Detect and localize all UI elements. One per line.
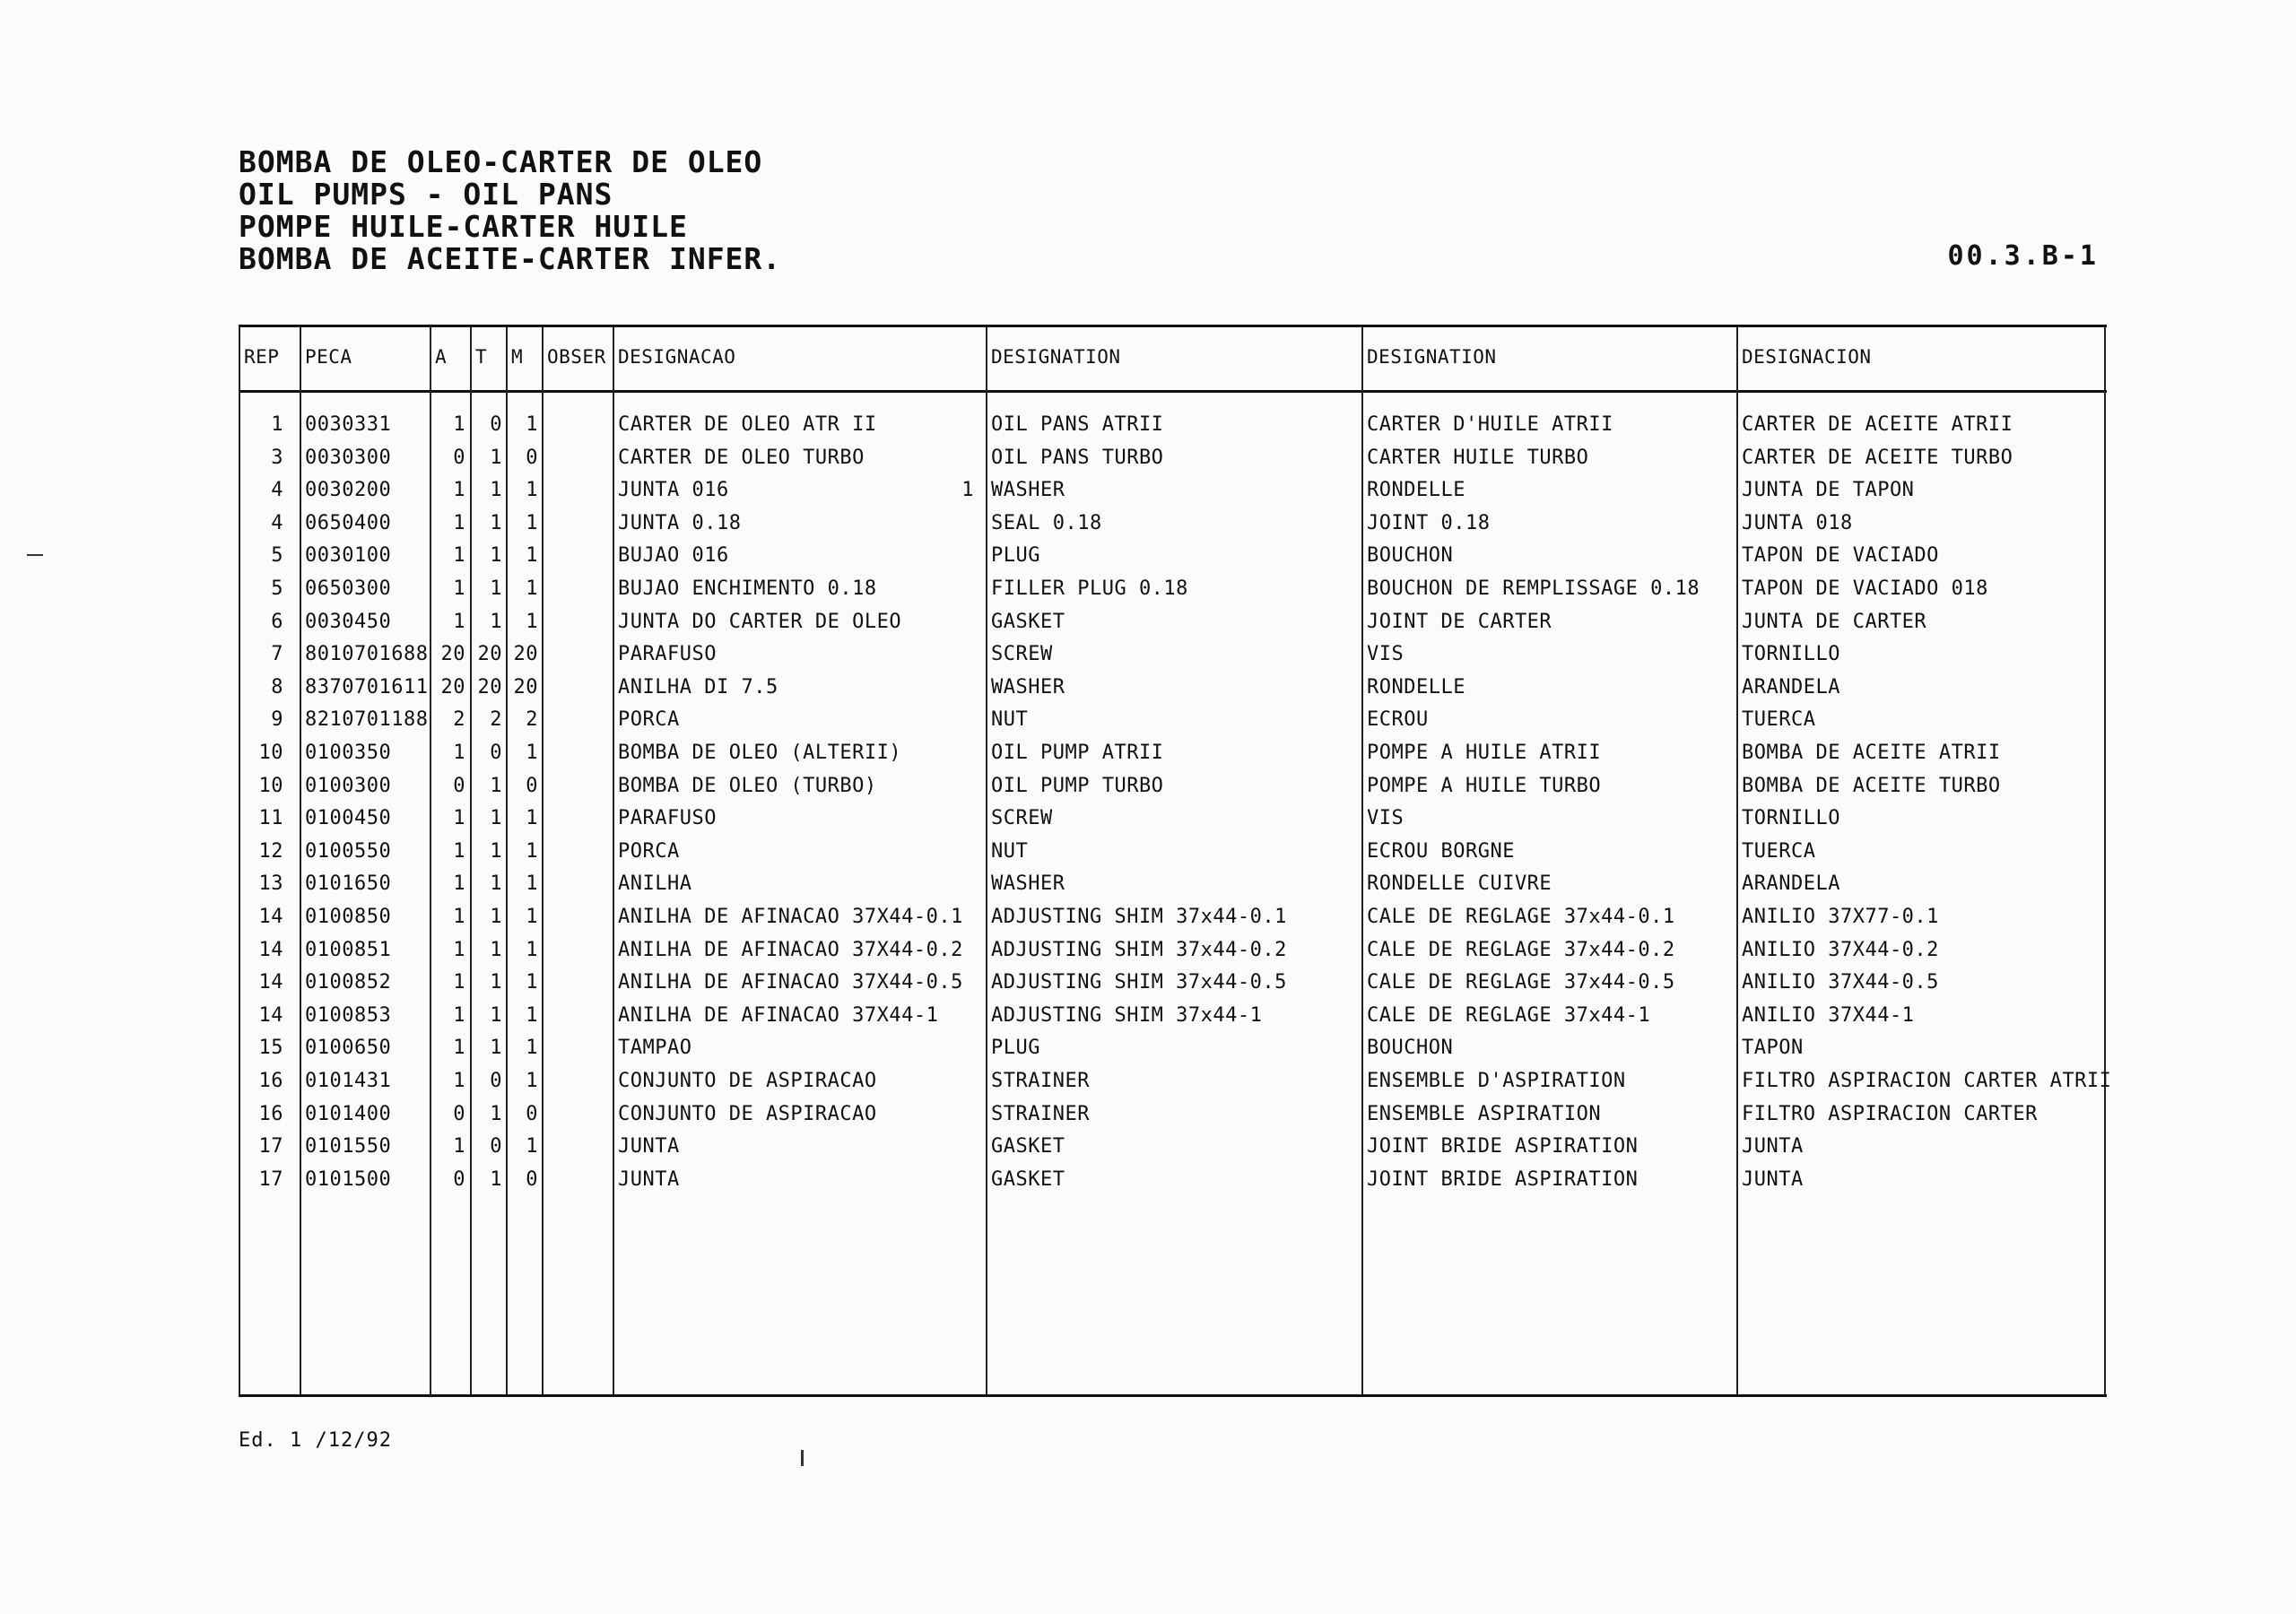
- title-line-pt: BOMBA DE OLEO-CARTER DE OLEO: [239, 144, 763, 179]
- qty-t-cell: 1: [490, 1102, 502, 1125]
- rep-cell: 13: [258, 872, 283, 896]
- designation-fr-cell: JOINT 0.18: [1367, 511, 1491, 534]
- designacion-es-cell: ARANDELA: [1742, 872, 1840, 896]
- qty-a-cell: 20: [440, 643, 465, 666]
- part-number-cell: 0100852: [305, 971, 392, 994]
- qty-a-cell: 1: [453, 1070, 465, 1092]
- column-header: DESIGNATION: [1367, 346, 1497, 368]
- column-header: DESIGNATION: [991, 346, 1121, 368]
- table-row: [239, 611, 2107, 644]
- rep-cell: 3: [271, 446, 283, 469]
- part-number-cell: 0650300: [305, 577, 392, 600]
- qty-a-cell: 1: [453, 872, 465, 896]
- designacao-cell: ANILHA DE AFINACAO 37X44-0.2: [618, 938, 963, 961]
- designacion-es-cell: TUERCA: [1742, 708, 1816, 732]
- part-number-cell: 0030450: [305, 610, 392, 633]
- designation-en-cell: ADJUSTING SHIM 37x44-1: [991, 1003, 1263, 1027]
- rep-cell: 12: [258, 839, 283, 863]
- designacao-cell: JUNTA: [618, 1135, 680, 1158]
- qty-t-cell: 1: [490, 839, 502, 863]
- designacion-es-cell: CARTER DE ACEITE ATRII: [1742, 413, 2013, 436]
- designacao-cell: CARTER DE OLEO TURBO: [618, 446, 865, 469]
- designation-en-cell: SCREW: [991, 807, 1053, 830]
- qty-a-cell: 1: [453, 742, 465, 764]
- designation-en-cell: WASHER: [991, 872, 1065, 896]
- table-row: [239, 1070, 2112, 1103]
- qty-t-cell: 1: [490, 872, 502, 896]
- designation-fr-cell: CALE DE REGLAGE 37x44-1: [1367, 1003, 1651, 1027]
- designation-fr-cell: CARTER D'HUILE ATRII: [1367, 413, 1613, 436]
- rep-cell: 6: [271, 610, 283, 633]
- designation-en-cell: WASHER: [991, 675, 1065, 699]
- designation-en-cell: SEAL 0.18: [991, 511, 1102, 534]
- designation-en-cell: ADJUSTING SHIM 37x44-0.1: [991, 906, 1287, 928]
- qty-m-cell: 0: [526, 446, 538, 469]
- designacao-cell: BOMBA DE OLEO (TURBO): [618, 774, 877, 797]
- qty-m-cell: 1: [526, 742, 538, 764]
- part-number-cell: 0101500: [305, 1167, 392, 1191]
- qty-a-cell: 1: [453, 906, 465, 928]
- designation-fr-cell: JOINT DE CARTER: [1367, 610, 1552, 633]
- column-header: T: [475, 346, 488, 368]
- designation-en-cell: PLUG: [991, 544, 1040, 568]
- qty-a-cell: 0: [453, 1102, 465, 1125]
- parts-table: [239, 325, 2112, 1397]
- designation-fr-cell: JOINT BRIDE ASPIRATION: [1367, 1167, 1639, 1191]
- designation-en-cell: OIL PUMP TURBO: [991, 774, 1164, 797]
- designation-fr-cell: ECROU BORGNE: [1367, 839, 1515, 863]
- part-number-cell: 0100350: [305, 742, 392, 764]
- designacion-es-cell: ANILIO 37X44-0.2: [1742, 938, 1939, 961]
- qty-m-cell: 1: [526, 479, 538, 502]
- column-header: DESIGNACION: [1742, 346, 1872, 368]
- qty-a-cell: 1: [453, 610, 465, 633]
- qty-m-cell: 1: [526, 807, 538, 830]
- designacao-cell: JUNTA DO CARTER DE OLEO: [618, 610, 902, 633]
- column-header: REP: [244, 346, 280, 368]
- table-row: [239, 479, 2107, 512]
- table-row: [239, 413, 2107, 447]
- qty-a-cell: 1: [453, 839, 465, 863]
- rep-cell: 16: [258, 1070, 283, 1092]
- header-rule: [239, 390, 2107, 393]
- rep-cell: 15: [258, 1037, 283, 1060]
- designacion-es-cell: ANILIO 37X44-0.5: [1742, 971, 1939, 994]
- part-number-cell: 0100450: [305, 807, 392, 830]
- part-number-cell: 0100850: [305, 906, 392, 928]
- qty-a-cell: 0: [453, 446, 465, 469]
- qty-t-cell: 0: [490, 742, 502, 764]
- edition-footer: Ed. 1 /12/92: [239, 1429, 392, 1452]
- designation-fr-cell: VIS: [1367, 643, 1405, 666]
- designation-fr-cell: BOUCHON: [1367, 1037, 1454, 1060]
- rep-cell: 10: [258, 742, 283, 764]
- title-line-fr: POMPE HUILE-CARTER HUILE: [239, 209, 688, 244]
- designacion-es-cell: TAPON DE VACIADO 018: [1742, 577, 1988, 600]
- rep-cell: 14: [258, 906, 283, 928]
- rep-cell: 10: [258, 774, 283, 797]
- qty-a-cell: 1: [453, 1003, 465, 1027]
- document-title: [239, 146, 781, 275]
- table-row: [239, 1168, 2107, 1202]
- part-number-cell: 0030200: [305, 479, 392, 502]
- part-number-cell: 8010701688: [305, 643, 429, 666]
- designation-fr-cell: POMPE A HUILE TURBO: [1367, 774, 1602, 797]
- table-row: [239, 1037, 2107, 1070]
- designacion-es-cell: JUNTA DE TAPON: [1742, 479, 1915, 502]
- designation-en-cell: OIL PANS ATRII: [991, 413, 1164, 436]
- qty-m-cell: 1: [526, 839, 538, 863]
- table-row: [239, 840, 2107, 873]
- designation-fr-cell: RONDELLE: [1367, 675, 1465, 699]
- qty-m-cell: 1: [526, 1135, 538, 1158]
- designation-fr-cell: CALE DE REGLAGE 37x44-0.5: [1367, 971, 1675, 994]
- qty-t-cell: 20: [477, 675, 502, 699]
- qty-t-cell: 1: [490, 544, 502, 568]
- qty-m-cell: 1: [526, 511, 538, 534]
- qty-a-cell: 1: [453, 938, 465, 961]
- qty-t-cell: 1: [490, 479, 502, 502]
- designacao-cell: BUJAO ENCHIMENTO 0.18: [618, 577, 877, 600]
- designation-en-cell: STRAINER: [991, 1102, 1090, 1125]
- table-row: [239, 1103, 2107, 1136]
- designation-fr-cell: ECROU: [1367, 708, 1429, 732]
- qty-t-cell: 1: [490, 1037, 502, 1060]
- qty-m-cell: 1: [526, 577, 538, 600]
- qty-a-cell: 1: [453, 971, 465, 994]
- rep-cell: 5: [271, 544, 283, 568]
- designation-en-cell: NUT: [991, 839, 1029, 863]
- designation-en-cell: GASKET: [991, 1167, 1065, 1191]
- rep-cell: 7: [271, 643, 283, 666]
- qty-m-cell: 1: [526, 1037, 538, 1060]
- table-row: [239, 807, 2107, 840]
- rep-cell: 16: [258, 1102, 283, 1125]
- qty-t-cell: 1: [490, 774, 502, 797]
- designation-fr-cell: CARTER HUILE TURBO: [1367, 446, 1589, 469]
- qty-m-cell: 20: [513, 643, 538, 666]
- rep-cell: 5: [271, 577, 283, 600]
- table-row: [239, 544, 2107, 577]
- part-number-cell: 0100650: [305, 1037, 392, 1060]
- qty-t-cell: 0: [490, 1070, 502, 1092]
- designation-en-cell: STRAINER: [991, 1070, 1090, 1092]
- designation-fr-cell: RONDELLE: [1367, 479, 1465, 502]
- designation-en-cell: NUT: [991, 708, 1029, 732]
- table-row: [239, 447, 2107, 480]
- qty-t-cell: 1: [490, 446, 502, 469]
- qty-a-cell: 1: [453, 544, 465, 568]
- designacion-es-cell: ANILIO 37X44-1: [1742, 1003, 1915, 1027]
- designacao-cell: BUJAO 016: [618, 544, 729, 568]
- table-row: [239, 906, 2107, 939]
- designation-fr-cell: VIS: [1367, 807, 1405, 830]
- qty-t-cell: 0: [490, 413, 502, 436]
- designacion-es-cell: JUNTA 018: [1742, 511, 1853, 534]
- qty-m-cell: 0: [526, 1102, 538, 1125]
- table-row: [239, 775, 2107, 808]
- part-number-cell: 0100300: [305, 774, 392, 797]
- designation-fr-cell: BOUCHON: [1367, 544, 1454, 568]
- table-row: [239, 676, 2107, 709]
- qty-m-cell: 1: [526, 1070, 538, 1092]
- qty-m-cell: 1: [526, 1003, 538, 1027]
- designacao-cell: CARTER DE OLEO ATR II: [618, 413, 877, 436]
- designation-en-cell: FILLER PLUG 0.18: [991, 577, 1188, 600]
- designation-en-cell: PLUG: [991, 1037, 1040, 1060]
- column-header: PECA: [305, 346, 352, 368]
- designacao-cell: ANILHA: [618, 872, 692, 896]
- rep-cell: 14: [258, 971, 283, 994]
- qty-a-cell: 20: [440, 675, 465, 699]
- qty-m-cell: 0: [526, 774, 538, 797]
- designacao-cell: ANILHA DI 7.5: [618, 675, 778, 699]
- designacion-es-cell: CARTER DE ACEITE TURBO: [1742, 446, 2013, 469]
- designation-fr-cell: ENSEMBLE ASPIRATION: [1367, 1102, 1602, 1125]
- designacion-es-cell: TAPON: [1742, 1037, 1804, 1060]
- designacao-cell: CONJUNTO DE ASPIRACAO: [618, 1070, 877, 1092]
- qty-t-cell: 20: [477, 643, 502, 666]
- designation-en-cell: OIL PUMP ATRII: [991, 742, 1164, 764]
- part-number-cell: 0101550: [305, 1135, 392, 1158]
- designacion-es-cell: BOMBA DE ACEITE ATRII: [1742, 742, 2001, 764]
- designacao-cell: JUNTA 0.18: [618, 511, 742, 534]
- designacion-es-cell: TUERCA: [1742, 839, 1816, 863]
- designation-fr-cell: ENSEMBLE D'ASPIRATION: [1367, 1070, 1626, 1092]
- designation-fr-cell: RONDELLE CUIVRE: [1367, 872, 1552, 896]
- qty-t-cell: 1: [490, 971, 502, 994]
- rep-cell: 17: [258, 1135, 283, 1158]
- designacao-cell: JUNTA 016: [618, 479, 729, 502]
- qty-m-cell: 0: [526, 1167, 538, 1191]
- qty-m-cell: 20: [513, 675, 538, 699]
- part-number-cell: 0101400: [305, 1102, 392, 1125]
- qty-m-cell: 1: [526, 413, 538, 436]
- designation-en-cell: SCREW: [991, 643, 1053, 666]
- designacion-es-cell: ARANDELA: [1742, 675, 1840, 699]
- part-number-cell: 0101650: [305, 872, 392, 896]
- qty-t-cell: 1: [490, 1003, 502, 1027]
- designation-fr-cell: POMPE A HUILE ATRII: [1367, 742, 1602, 764]
- part-number-cell: 0101431: [305, 1070, 392, 1092]
- qty-t-cell: 1: [490, 610, 502, 633]
- designacion-es-cell: ANILIO 37X77-0.1: [1742, 906, 1939, 928]
- qty-t-cell: 1: [490, 577, 502, 600]
- table-row: [239, 577, 2107, 611]
- designacao-cell: ANILHA DE AFINACAO 37X44-0.1: [618, 906, 963, 928]
- table-row: [239, 971, 2107, 1004]
- rep-cell: 4: [271, 511, 283, 534]
- designation-en-cell: ADJUSTING SHIM 37x44-0.2: [991, 938, 1287, 961]
- margin-mark: [27, 554, 43, 556]
- rep-cell: 9: [271, 708, 283, 732]
- title-line-es: BOMBA DE ACEITE-CARTER INFER.: [239, 241, 782, 276]
- part-number-cell: 0030331: [305, 413, 392, 436]
- column-header: A: [435, 346, 448, 368]
- rep-cell: 11: [258, 807, 283, 830]
- qty-t-cell: 1: [490, 511, 502, 534]
- rep-cell: 14: [258, 938, 283, 961]
- column-header: M: [511, 346, 524, 368]
- qty-a-cell: 1: [453, 577, 465, 600]
- part-number-cell: 8370701611: [305, 675, 429, 699]
- rep-cell: 17: [258, 1167, 283, 1191]
- qty-m-cell: 1: [526, 971, 538, 994]
- designacion-es-cell: TORNILLO: [1742, 807, 1840, 830]
- qty-t-cell: 1: [490, 906, 502, 928]
- designacao-cell: PORCA: [618, 839, 680, 863]
- designacion-es-cell: TORNILLO: [1742, 643, 1840, 666]
- qty-m-cell: 1: [526, 544, 538, 568]
- designacao-cell: ANILHA DE AFINACAO 37X44-1: [618, 1003, 939, 1027]
- designation-en-cell: GASKET: [991, 610, 1065, 633]
- part-number-cell: 0030300: [305, 446, 392, 469]
- designation-fr-cell: BOUCHON DE REMPLISSAGE 0.18: [1367, 577, 1700, 600]
- page-code: 00.3.B-1: [1947, 240, 2099, 272]
- qty-m-cell: 2: [526, 708, 538, 732]
- qty-m-cell: 1: [526, 906, 538, 928]
- margin-mark: [801, 1450, 804, 1466]
- rep-cell: 4: [271, 479, 283, 502]
- table-row: [239, 1135, 2107, 1168]
- designacao-cell: PARAFUSO: [618, 643, 717, 666]
- qty-t-cell: 1: [490, 938, 502, 961]
- rep-cell: 8: [271, 675, 283, 699]
- part-number-cell: 0650400: [305, 511, 392, 534]
- qty-a-cell: 0: [453, 774, 465, 797]
- table-row: [239, 643, 2107, 676]
- table-row: [239, 1004, 2107, 1037]
- table-row: [239, 708, 2107, 742]
- designation-en-cell: WASHER: [991, 479, 1065, 502]
- rep-cell: 14: [258, 1003, 283, 1027]
- part-number-cell: 0100851: [305, 938, 392, 961]
- designation-fr-cell: CALE DE REGLAGE 37x44-0.1: [1367, 906, 1675, 928]
- designation-fr-cell: JOINT BRIDE ASPIRATION: [1367, 1135, 1639, 1158]
- designacion-es-cell: FILTRO ASPIRACION CARTER ATRII: [1742, 1070, 2112, 1092]
- qty-a-cell: 1: [453, 807, 465, 830]
- qty-a-cell: 1: [453, 1135, 465, 1158]
- table-row: [239, 742, 2107, 775]
- designation-fr-cell: CALE DE REGLAGE 37x44-0.2: [1367, 938, 1675, 961]
- designacion-es-cell: JUNTA: [1742, 1135, 1804, 1158]
- qty-a-cell: 0: [453, 1167, 465, 1191]
- designacion-es-cell: JUNTA: [1742, 1167, 1804, 1191]
- designacao-cell: PORCA: [618, 708, 680, 732]
- designacao-cell: JUNTA: [618, 1167, 680, 1191]
- rep-cell: 1: [271, 413, 283, 436]
- designacao-cell: CONJUNTO DE ASPIRACAO: [618, 1102, 877, 1125]
- qty-a-cell: 2: [453, 708, 465, 732]
- designation-en-cell: ADJUSTING SHIM 37x44-0.5: [991, 971, 1287, 994]
- qty-t-cell: 2: [490, 708, 502, 732]
- qty-t-cell: 0: [490, 1135, 502, 1158]
- table-row: [239, 872, 2107, 906]
- column-header: OBSER: [547, 346, 606, 368]
- designacao-cell: TAMPAO: [618, 1037, 692, 1060]
- qty-a-cell: 1: [453, 479, 465, 502]
- part-number-cell: 0030100: [305, 544, 392, 568]
- qty-t-cell: 1: [490, 807, 502, 830]
- part-number-cell: 0100853: [305, 1003, 392, 1027]
- qty-a-cell: 1: [453, 1037, 465, 1060]
- table-row: [239, 939, 2107, 972]
- qty-m-cell: 1: [526, 872, 538, 896]
- designacao-cell: PARAFUSO: [618, 807, 717, 830]
- qty-a-cell: 1: [453, 511, 465, 534]
- qty-m-cell: 1: [526, 938, 538, 961]
- title-line-en: OIL PUMPS - OIL PANS: [239, 177, 613, 212]
- designation-en-cell: GASKET: [991, 1135, 1065, 1158]
- qty-m-cell: 1: [526, 610, 538, 633]
- designacion-es-cell: BOMBA DE ACEITE TURBO: [1742, 774, 2001, 797]
- designacion-es-cell: TAPON DE VACIADO: [1742, 544, 1939, 568]
- designacao-cell: BOMBA DE OLEO (ALTERII): [618, 742, 902, 764]
- designation-en-cell: OIL PANS TURBO: [991, 446, 1164, 469]
- designacion-es-cell: FILTRO ASPIRACION CARTER: [1742, 1102, 2038, 1125]
- qty-a-cell: 1: [453, 413, 465, 436]
- part-number-cell: 0100550: [305, 839, 392, 863]
- column-header: DESIGNACAO: [618, 346, 736, 368]
- table-row: [239, 512, 2107, 545]
- designacao-cell: ANILHA DE AFINACAO 37X44-0.5: [618, 971, 963, 994]
- part-number-cell: 8210701188: [305, 708, 429, 732]
- designacao-qty-note: 1: [961, 479, 974, 502]
- qty-t-cell: 1: [490, 1167, 502, 1191]
- designacion-es-cell: JUNTA DE CARTER: [1742, 610, 1927, 633]
